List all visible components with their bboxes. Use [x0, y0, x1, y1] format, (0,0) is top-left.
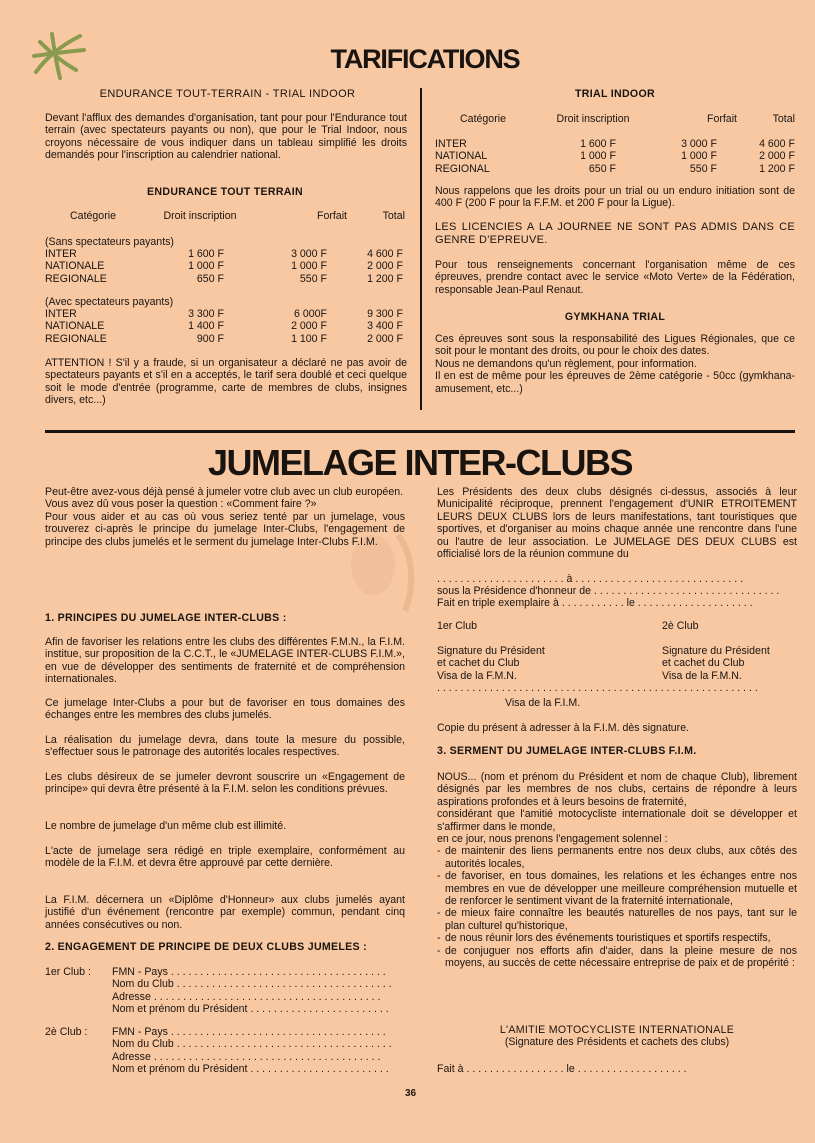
engagement-paragraph: Les Présidents des deux clubs désignés ci-dessus, associés à leur Municipalité réciproque, prennent l'engagement d'UNIR ETROITEMENT LEURS DEUX CLUBS lors de leurs manifestations, tant touristiques que sportives, et d'organiser au moins chaque année une rencontre dans l'une ou l'autre de leur association. Le JUMELAGE DES DEUX CLUBS est officialisé lors de la réunion commune du — [437, 486, 797, 561]
s1-paragraph-2: Ce jumelage Inter-Clubs a pour but de favoriser en tous domaines des échanges entre les membres des clubs jumelés. — [45, 697, 405, 722]
endurance-group2 — [45, 308, 405, 345]
dotted-separator: . . . . . . . . . . . . . . . . . . . . . . . . . . . . . . . . . . . . . . . . . . . . . . . . . . . . . . . — [437, 682, 758, 694]
gymkhana-text: Ces épreuves sont sous la responsabilité des Ligues Régionales, que ce soit pour le montant des droits, ou pour le choix des dates. Nous ne demandons qu'un règlement, pour information. Il en est de même pour les épreuves de 2ème catégorie - 50cc (gymkhana-amusement, etc...) — [435, 333, 795, 395]
table-row: REGIONALE 900 F 1 100 F 2 000 F — [45, 332, 403, 345]
trial-header-row: Catégorie Droit inscription Forfait Total — [460, 113, 795, 125]
list-item: - de conjuguer nos efforts afin d'aider, dans la pleine mesure de nos moyens, au succès de cette nécessaire entreprise de paix et de propérité : — [437, 944, 797, 970]
s1-paragraph-1: Afin de favoriser les relations entre les clubs des différentes F.M.N., la F.I.M. institue, sur proposition de la C.C.T., le «JUMELAGE INTER-CLUBS F.I.M.», en vue de développer des sentiments de fraternité et de compréhension internationales. — [45, 636, 405, 686]
trial-heading: TRIAL INDOOR — [575, 88, 655, 100]
endurance-heading: ENDURANCE TOUT TERRAIN — [147, 186, 303, 198]
closing-subtitle: (Signature des Présidents et cachets des clubs) — [504, 1036, 730, 1048]
table-row: INTER 1 600 F 3 000 F 4 600 F — [45, 248, 403, 260]
list-item: - de mieux faire connaître les beautés naturelles de nos pays, tant sur le plan culturel qu'historique, — [437, 907, 797, 932]
s3-heading: 3. SERMENT DU JUMELAGE INTER-CLUBS F.I.M. — [437, 745, 697, 757]
sig-club1-label: 1er Club — [437, 620, 478, 632]
group1-label: (Sans spectateurs payants) — [45, 236, 174, 248]
form-field: Adresse . . . . . . . . . . . . . . . . . . . . . . . . . . . . . . . . . . . . . . . — [112, 1050, 381, 1063]
visa-fim: Visa de la F.I.M. — [505, 697, 581, 709]
licences-notice: LES LICENCIES A LA JOURNEE NE SONT PAS ADMIS DANS CE GENRE D'EPREUVE. — [435, 221, 795, 246]
section-divider — [45, 430, 795, 433]
col-categorie: Catégorie — [70, 210, 116, 222]
copie-line: Copie du présent à adresser à la F.I.M. dès signature. — [437, 722, 690, 734]
tarif-intro: Devant l'afflux des demandes d'organisation, tant pour pour l'Endurance tout terrain (avec spectateurs payants ou non), que pour le Trial Indoor, nous croyons nécessaire de vous indiquer dans un tableau simplifié les droits demandés pour l'inscription au calendrier national. — [45, 112, 407, 162]
group2-label: (Avec spectateurs payants) — [45, 296, 174, 308]
table-row: REGIONALE 650 F 550 F 1 200 F — [45, 272, 403, 285]
table-row: NATIONALE 1 400 F 2 000 F 3 400 F — [45, 320, 403, 333]
col-droit: Droit inscription — [163, 210, 237, 222]
table-row: INTER 3 300 F 6 000F 9 300 F — [45, 308, 403, 320]
form-field: FMN - Pays . . . . . . . . . . . . . . . . . . . . . . . . . . . . . . . . . . . . . — [112, 1026, 386, 1038]
club1-label: 1er Club : — [45, 966, 91, 978]
list-item: - de favoriser, en tous domaines, les relations et les échanges entre nos membres en vue de développer une meilleure compréhension mutuelle et de renforcer le sentiment vivant de la fraternité internationale, — [437, 870, 797, 908]
s1-paragraph-4: Les clubs désireux de se jumeler devront souscrire un «Engagement de principe» qui devra être présenté à la F.I.M. selon les conditions prévues. — [45, 771, 405, 796]
endurance-group1 — [45, 248, 405, 285]
sig-block-2: Signature du Président et cachet du Club Visa de la F.M.N. — [662, 645, 770, 682]
column-divider — [420, 88, 422, 410]
contact-paragraph: Pour tous renseignements concernant l'organisation même de ces épreuves, prendre contact avec le service «Moto Verte» de la Fédération, responsable Jean-Paul Renaut. — [435, 259, 795, 296]
presidence-line: sous la Présidence d'honneur de . . . . . . . . . . . . . . . . . . . . . . . . . . . . . . . . — [437, 585, 780, 597]
s1-paragraph-5: Le nombre de jumelage d'un même club est illimité. — [45, 820, 287, 832]
club1-form — [112, 966, 406, 1016]
club2-form — [112, 1026, 406, 1076]
fait-line: Fait à . . . . . . . . . . . . . . . . . le . . . . . . . . . . . . . . . . . . . — [437, 1063, 687, 1075]
fait-triple-line: Fait en triple exemplaire à . . . . . . . . . . . le . . . . . . . . . . . . . . . . . . . . — [437, 597, 753, 609]
s1-paragraph-7: La F.I.M. décernera un «Diplôme d'Honneur» aux clubs jumelés ayant justifié d'un événement (rencontre par exemple) commun, pendant cinq années consécutives ou non. — [45, 894, 405, 931]
closing-title: L'AMITIE MOTOCYCLISTE INTERNATIONALE — [499, 1024, 735, 1036]
sig-block-1: Signature du Président et cachet du Club Visa de la F.M.N. — [437, 645, 545, 682]
sig-club2-label: 2è Club — [662, 620, 699, 632]
s2-heading: 2. ENGAGEMENT DE PRINCIPE DE DEUX CLUBS JUMELES : — [45, 941, 367, 953]
col-total: Total — [382, 210, 405, 222]
reminder-paragraph: Nous rappelons que les droits pour un trial ou un enduro initiation sont de 400 F (200 F pour la F.F.M. et 200 F pour la Ligue). — [435, 185, 795, 210]
list-item: - de maintenir des liens permanents entre nos deux clubs, aux côtés des autorités locales, — [437, 845, 797, 870]
attention-paragraph: ATTENTION ! S'il y a fraude, si un organisateur a déclaré ne pas avoir de spectateurs payants et s'il en a acceptés, le tarif sera doublé et ceci quelque soit le mode d'entrée (programme, carte de membres de clubs, insignes divers, etc...) — [45, 357, 407, 407]
table-row: REGIONAL 650 F 550 F 1 200 F — [435, 162, 795, 175]
tarif-title: TARIFICATIONS — [330, 44, 520, 74]
gymkhana-heading: GYMKHANA TRIAL — [564, 311, 666, 323]
jumelage-title: JUMELAGE INTER-CLUBS — [207, 442, 632, 483]
col-forfait: Forfait — [316, 210, 347, 222]
oath-text: NOUS... (nom et prénom du Président et nom de chaque Club), librement désignés par les membres de nos clubs, certains de répondre à leurs aspirations profondes et à leurs besoins de fraternité, considérant que l'amitié motocycliste internationale doit se développer et s'affirmer dans le monde, en ce jour, nous prenons l'engagement solennel : - de maintenir des liens permanents entre nos deux clubs, aux côtés des autorités locales, - de favoriser, en tous domaines, les relations et les échanges entre nos membres en vue de développer une meilleure compréhension mutuelle et de renforcer le sentiment vivant de la fraternité internationale, - de mieux faire connaître les beautés naturelles de nos pays, tant sur le plan culturel qu'historique, - de nous réunir lors des événements touristiques et sportifs respectifs, - de conjuguer nos efforts afin d'aider, dans la pleine mesure de nos moyens, au succès de cette nécessaire entreprise de paix et de propérité : — [437, 771, 797, 970]
form-field: Adresse . . . . . . . . . . . . . . . . . . . . . . . . . . . . . . . . . . . . . . . — [112, 990, 381, 1003]
form-field: Nom du Club . . . . . . . . . . . . . . . . . . . . . . . . . . . . . . . . . . . . . — [112, 978, 392, 991]
table-row: NATIONALE 1 000 F 1 000 F 2 000 F — [45, 260, 403, 273]
page-number: 36 — [405, 1088, 417, 1099]
form-field: Nom et prénom du Président . . . . . . . . . . . . . . . . . . . . . . . . — [112, 1063, 389, 1076]
form-field: Nom et prénom du Président . . . . . . . . . . . . . . . . . . . . . . . . — [112, 1003, 389, 1016]
left-heading: ENDURANCE TOUT-TERRAIN - TRIAL INDOOR — [99, 88, 356, 100]
reunion-line: . . . . . . . . . . . . . . . . . . . . . . à . . . . . . . . . . . . . . . . . . . . . . . . . . . . . — [437, 573, 744, 585]
endurance-header-row — [45, 210, 405, 222]
federation-logo-icon — [30, 28, 88, 83]
list-item: - de nous réunir lors des événements touristiques et sportifs respectifs, — [437, 932, 771, 945]
s1-paragraph-3: La réalisation du jumelage devra, dans toute la mesure du possible, s'effectuer sous le patronage des autorités locales respectives. — [45, 734, 405, 759]
form-field: Nom du Club . . . . . . . . . . . . . . . . . . . . . . . . . . . . . . . . . . . . . — [112, 1038, 392, 1051]
club2-label: 2è Club : — [45, 1026, 88, 1038]
jumelage-intro: Peut-être avez-vous déjà pensé à jumeler votre club avec un club européen. Vous avez dû vous poser la question : «Comment faire ?» Pour vous aider et au cas où vous seriez tenté par un jumelage, vous trouverez ci-après le principe du jumelage Inter-Clubs, l'engagement de principe des clubs jumelés et le serment du jumelage Inter-Clubs F.I.M. — [45, 486, 405, 548]
s1-paragraph-6: L'acte de jumelage sera rédigé en triple exemplaire, conformément au modèle de la F.I.M. et devra être approuvé par cette dernière. — [45, 845, 405, 870]
table-row: NATIONAL 1 000 F 1 000 F 2 000 F — [435, 150, 795, 163]
trial-table — [435, 138, 795, 175]
form-field: FMN - Pays . . . . . . . . . . . . . . . . . . . . . . . . . . . . . . . . . . . . . — [112, 966, 386, 978]
s1-heading: 1. PRINCIPES DU JUMELAGE INTER-CLUBS : — [45, 612, 287, 624]
table-row: INTER 1 600 F 3 000 F 4 600 F — [435, 138, 795, 150]
